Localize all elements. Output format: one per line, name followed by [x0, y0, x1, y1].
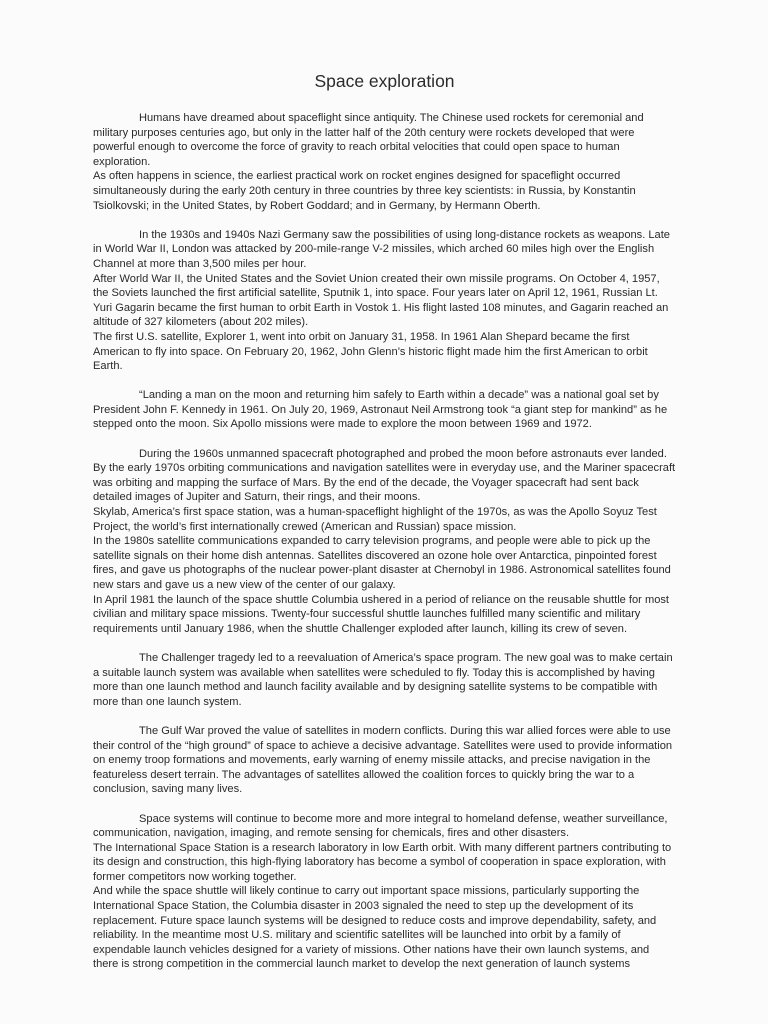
paragraph: As often happens in science, the earliest practical work on rocket engines designed for spaceflight occurred simultaneously during the early 20th century in three countries by three key scientists: in Russia, by Konstantin Tsiolkovski; in the United States, by Robert Goddard; and in Germany, by Hermann Oberth.: [93, 170, 636, 212]
paragraph-block: [93, 724, 676, 797]
paragraph: During the 1960s unmanned spacecraft photographed and probed the moon before astronauts ever landed. By the early 1970s orbiting communications and navigation satellites were in everyday use, and the Mariner spacecraft was orbiting and mapping the surface of Mars. By the end of the decade, the Voyager spacecraft had sent back detailed images of Jupiter and Saturn, their rings, and their moons.: [93, 447, 676, 504]
paragraph: The Gulf War proved the value of satellites in modern conflicts. During this war allied forces were able to use their control of the “high ground” of space to achieve a decisive advantage. Satellites were used to provide information on enemy troop formations and movements, early warning of enemy missile attacks, and precise navigation in the featureless desert terrain. The advantages of satellites allowed the coalition forces to quickly bring the war to a conclusion, saving many lives.: [93, 724, 673, 796]
paragraph: In April 1981 the launch of the space shuttle Columbia ushered in a period of reliance on the reusable shuttle for most civilian and military space missions. Twenty-four successful shuttle launches fulfilled many scientific and military requirements until January 1986, when the shuttle Challenger exploded after launch, killing its crew of seven.: [93, 593, 669, 635]
paragraph-block: [93, 812, 676, 973]
paragraph: Humans have dreamed about spaceflight since antiquity. The Chinese used rockets for ceremonial and military purposes centuries ago, but only in the latter half of the 20th century were rockets developed that were powerful enough to overcome the force of gravity to reach orbital velocities that could open space to human exploration.: [93, 112, 644, 168]
paragraph-block: [93, 447, 676, 637]
paragraph: In the 1980s satellite communications expanded to carry television programs, and people were able to pick up the satellite signals on their home dish antennas. Satellites discovered an ozone hole over Antarctica, pinpointed forest fires, and gave us photographs of the nuclear power-plant disaster at Chernobyl in 1986. Astronomical satellites found new stars and gave us a new view of the center of our galaxy.: [93, 535, 671, 591]
paragraph-block: [93, 111, 676, 213]
page-title: Space exploration: [314, 71, 455, 91]
paragraph: “Landing a man on the moon and returning him safely to Earth within a decade” was a national goal set by President John F. Kennedy in 1961. On July 20, 1969, Astronaut Neil Armstrong took “a giant step for mankind” as he stepped onto the moon. Six Apollo missions were made to explore the moon between 1969 and 1972.: [93, 389, 668, 431]
paragraph: The Challenger tragedy led to a reevaluation of America’s space program. The new goal was to make certain a suitable launch system was available when satellites were scheduled to fly. Today this is accomplished by having more than one launch method and launch facility available and by designing satellite systems to be compatible with more than one launch system.: [93, 651, 673, 708]
paragraph-block: [93, 228, 676, 374]
paragraph: Space systems will continue to become more and more integral to homeland defense, weather surveillance, communication, navigation, imaging, and remote sensing for chemicals, fires and other disasters.: [93, 812, 668, 840]
paragraph: And while the space shuttle will likely continue to carry out important space missions, particularly supporting the International Space Station, the Columbia disaster in 2003 signaled the need to step up the development of its replacement. Future space launch systems will be designed to reduce costs and improve dependability, safety, and reliability. In the meantime most U.S. military and scientific satellites will be launched into orbit by a family of expendable launch vehicles designed for a variety of missions. Other nations have their own launch systems, and there is strong competition in the commercial launch market to develop the next generation of launch systems: [93, 885, 657, 971]
paragraph: After World War II, the United States and the Soviet Union created their own missile programs. On October 4, 1957, the Soviets launched the first artificial satellite, Sputnik 1, into space. Four years later on April 12, 1961, Russian Lt. Yuri Gagarin became the first human to orbit Earth in Vostok 1. His flight lasted 108 minutes, and Gagarin reached an altitude of 327 kilometers (about 202 miles).: [93, 272, 669, 329]
document-body: [93, 111, 676, 972]
paragraph: In the 1930s and 1940s Nazi Germany saw the possibilities of using long-distance rockets as weapons. Late in World War II, London was attacked by 200-mile-range V-2 missiles, which arched 60 miles high over the English Channel at more than 3,500 miles per hour.: [93, 228, 670, 270]
paragraph: The first U.S. satellite, Explorer 1, went into orbit on January 31, 1958. In 1961 Alan Shepard became the first American to fly into space. On February 20, 1962, John Glenn’s historic flight made him the first American to orbit Earth.: [93, 330, 648, 373]
paragraph-block: [93, 388, 676, 432]
paragraph: Skylab, America’s first space station, was a human-spaceflight highlight of the 1970s, as was the Apollo Soyuz Test Project, the world’s first internationally crewed (American and Russian) space mission.: [93, 506, 657, 533]
paragraph: The International Space Station is a research laboratory in low Earth orbit. With many different partners contributing to its design and construction, this high-flying laboratory has become a symbol of cooperation in space exploration, with former competitors now working together.: [93, 841, 672, 883]
paragraph-block: [93, 651, 676, 709]
